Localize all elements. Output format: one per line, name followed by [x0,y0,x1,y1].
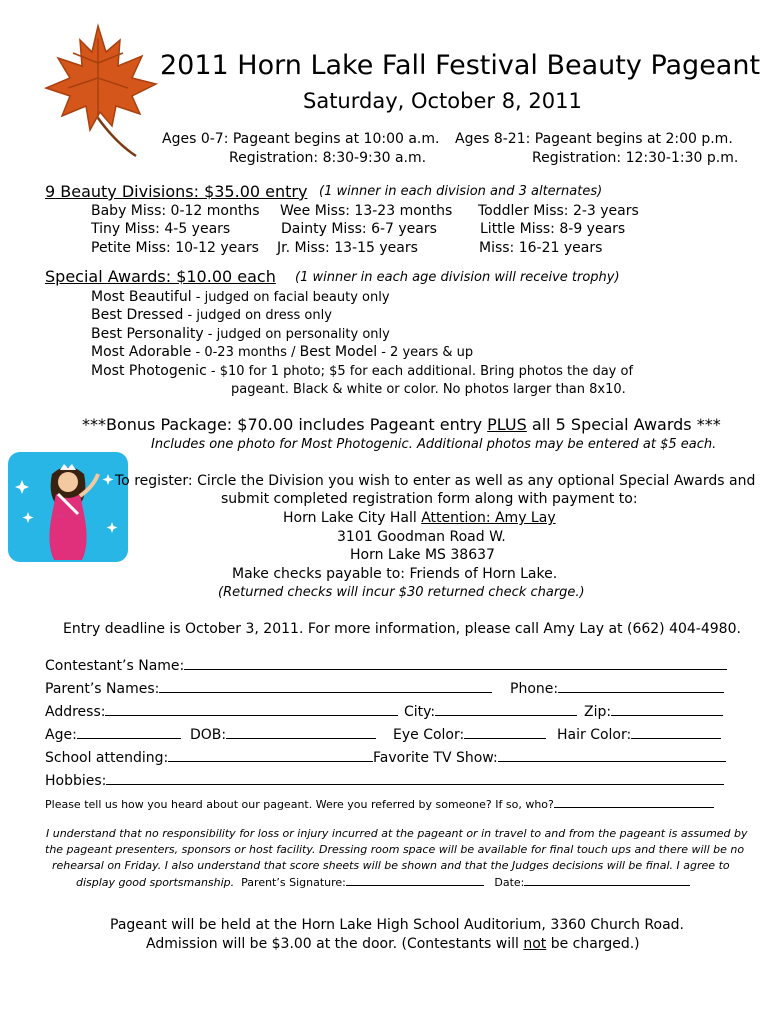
parents-field[interactable] [45,679,492,697]
hair-color-input[interactable] [631,725,721,739]
deadline-line [63,621,741,637]
school-field[interactable] [45,748,373,766]
award-best-dressed [91,307,332,323]
eye-color-label: Eye Color: [393,727,465,743]
hobbies-field[interactable] [45,771,724,789]
hair-color-label: Hair Color: [557,727,632,743]
division-dainty-miss [281,221,437,237]
contestants-post: be charged.) [546,936,640,952]
division-petite-miss [91,240,259,256]
waiver-line1: I understand that no responsibility for loss or injury incurred at the pageant or in travel to and from the pageant is assumed by [46,827,748,840]
ages-young-registration: Registration: 8:30-9:30 a.m. [229,150,427,166]
award-name: Best Model [299,344,378,360]
bonus-pre: ***Bonus Package: $70.00 includes Pageant entry [82,415,488,434]
tv-show-input[interactable] [498,748,726,762]
sign-date-label: Date: [494,876,525,889]
register-checks [232,566,557,582]
address-name: Horn Lake City Hall [283,510,422,526]
hair-color-field[interactable] [557,725,721,743]
division-name: Petite Miss: [91,240,171,256]
awards-heading: Special Awards: $10.00 each [45,267,276,286]
waiver-line3: rehearsal on Friday. I also understand that score sheets will be shown and that the Judges decisions will be final. I agree to [52,859,730,872]
division-name: Tiny Miss: [91,221,160,237]
division-name: Toddler Miss: [478,203,569,219]
division-age: 6-7 years [366,221,437,237]
award-name: Most Beautiful [91,289,192,305]
award-name: Most Adorable [91,344,192,360]
division-name: Little Miss: [480,221,555,237]
award-desc: - judged on dress only [183,308,332,323]
dob-field[interactable] [190,725,376,743]
register-address1 [283,510,556,526]
division-name: Jr. Miss: [277,240,330,256]
referral-input[interactable] [554,797,714,808]
division-age: 2-3 years [568,203,639,219]
division-wee-miss [280,203,452,219]
division-baby-miss [91,203,260,219]
address-field[interactable] [45,702,398,720]
register-line1 [115,473,755,489]
division-age: 8-9 years [554,221,626,237]
waiver-sportsmanship: display good sportsmanship. [76,876,235,889]
award-desc: - 2 years & up [377,345,474,360]
ages-old-begin [455,131,733,147]
award-photogenic-desc2: pageant. Black & white or color. No photos larger than 8x10. [231,382,626,397]
zip-input[interactable] [611,702,723,716]
checks-label: Make checks payable to: [232,566,410,582]
page-title: 2011 Horn Lake Fall Festival Beauty Pageant [160,50,761,81]
register-text: Circle the Division you wish to enter as well as any optional Special Awards and [192,473,756,489]
city-label: City: [404,704,436,720]
referral-field[interactable] [45,797,714,811]
award-most-beautiful [91,289,390,305]
division-age: 16-21 years [514,240,603,256]
award-desc: - judged on personality only [203,327,390,342]
division-age: 10-12 years [170,240,259,256]
division-miss [479,240,602,256]
dob-input[interactable] [226,725,376,739]
ages-young-label: Ages 0-7: [162,131,229,147]
register-label: To register: [115,473,193,489]
signature-input[interactable] [346,875,484,886]
award-desc: - judged on facial beauty only [191,290,390,305]
phone-label: Phone: [510,681,559,697]
maple-leaf-icon [28,18,168,163]
award-most-photogenic [91,363,633,379]
division-age: 0-12 months [166,203,260,219]
ages-young-begin [162,131,439,147]
ages-old-registration: Registration: 12:30-1:30 p.m. [532,150,739,166]
parents-label: Parent’s Names: [45,681,160,697]
division-name: Wee Miss: [280,203,350,219]
school-label: School attending: [45,750,169,766]
register-returned: (Returned checks will incur $30 returned check charge.) [218,585,585,600]
contestant-field[interactable] [45,656,727,674]
referral-label: Please tell us how you heard about our pageant. Were you referred by someone? If so, who? [45,798,554,811]
award-name: Best Dressed [91,307,184,323]
deadline-date: Entry deadline is October 3, 2011 [63,621,299,637]
phone-field[interactable] [510,679,724,697]
eye-color-field[interactable] [393,725,546,743]
age-label: Age: [45,727,77,743]
address-attention: Attention: Amy Lay [421,510,556,526]
sign-date-input[interactable] [524,875,690,886]
deadline-info: . For more information, please call Amy Lay at (662) 404-4980. [298,621,741,637]
award-desc: - 0-23 months / [191,345,300,360]
contestant-label: Contestant’s Name: [45,658,185,674]
bonus-plus: PLUS [487,415,527,434]
admission-price: Admission will be $3.00 at the door. [146,936,398,952]
division-toddler-miss [478,203,639,219]
hobbies-input[interactable] [106,771,724,785]
zip-label: Zip: [584,704,612,720]
contestants-not: not [523,936,547,952]
division-name: Baby Miss: [91,203,167,219]
address-label: Address: [45,704,106,720]
ages-old-begin-text: Pageant begins at 2:00 p.m. [530,131,733,147]
division-tiny-miss [91,221,230,237]
dob-label: DOB: [190,727,227,743]
page-date: Saturday, October 8, 2011 [303,89,582,113]
bonus-post: all 5 Special Awards *** [526,415,721,434]
age-input[interactable] [77,725,181,739]
award-desc: - $10 for 1 photo; $5 for each additional. Bring photos the day of [206,364,634,379]
award-most-adorable [91,344,473,360]
division-jr-miss [277,240,418,256]
address-input[interactable] [105,702,398,716]
contestant-input[interactable] [184,656,727,670]
division-age: 13-23 months [349,203,453,219]
phone-input[interactable] [558,679,724,693]
division-name: Miss: [479,240,515,256]
waiver-line2: the pageant presenters, sponsors or host facility. Dressing room space will be available for final touch ups and there will be no [45,843,745,856]
register-address2: 3101 Goodman Road W. [337,529,506,545]
ages-old-label: Ages 8-21: [455,131,531,147]
waiver-line4 [76,875,690,889]
age-field[interactable] [45,725,181,743]
award-name: Most Photogenic [91,363,207,379]
bonus-subtext: Includes one photo for Most Photogenic. Additional photos may be entered at $5 each. [151,437,717,452]
hobbies-label: Hobbies: [45,773,107,789]
divisions-heading: 9 Beauty Divisions: $35.00 entry [45,182,308,201]
award-best-personality [91,326,390,342]
footer-admission [146,936,640,952]
tv-show-label: Favorite TV Show: [373,750,498,766]
award-name: Best Personality [91,326,204,342]
division-name: Dainty Miss: [281,221,367,237]
pageant-girl-icon [8,452,128,562]
bonus-line [82,415,721,434]
zip-field[interactable] [584,702,723,720]
register-address3: Horn Lake MS 38637 [350,547,495,563]
eye-color-input[interactable] [464,725,546,739]
footer-location: Pageant will be held at the Horn Lake High School Auditorium, 3360 Church Road. [110,917,684,933]
division-little-miss [480,221,625,237]
contestants-pre: (Contestants will [397,936,524,952]
parents-input[interactable] [159,679,492,693]
division-age: 13-15 years [329,240,418,256]
city-input[interactable] [435,702,577,716]
divisions-note: (1 winner in each division and 3 alternates) [319,184,603,199]
register-line2: submit completed registration form along with payment to: [221,491,638,507]
school-input[interactable] [168,748,373,762]
checks-payee: Friends of Horn Lake. [409,566,558,582]
awards-note: (1 winner in each age division will receive trophy) [295,270,620,285]
city-field[interactable] [404,702,577,720]
ages-young-begin-text: Pageant begins at 10:00 a.m. [228,131,440,147]
signature-label: Parent’s Signature: [241,876,346,889]
division-age: 4-5 years [159,221,231,237]
tv-show-field[interactable] [373,748,726,766]
